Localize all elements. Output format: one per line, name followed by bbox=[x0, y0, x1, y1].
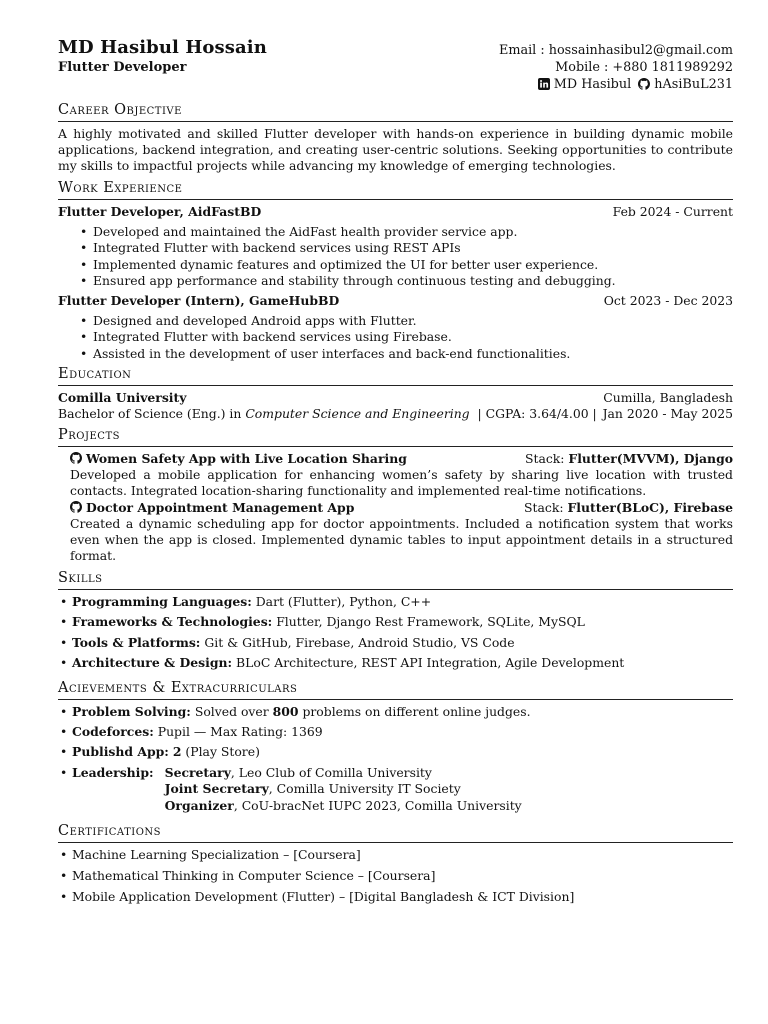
social-row bbox=[499, 76, 733, 93]
section-title: Education bbox=[58, 366, 733, 386]
cgpa: | CGPA: 3.64/4.00 | bbox=[477, 406, 597, 422]
achievement-label: • Leadership: bbox=[72, 764, 154, 780]
list-item bbox=[72, 594, 733, 614]
skill-value: BLoC Architecture, REST API Integration, Agile Development bbox=[236, 655, 625, 671]
work-section bbox=[58, 180, 733, 362]
achievement-label: Codeforces: bbox=[72, 724, 154, 740]
section-title: Career Objective bbox=[58, 102, 733, 122]
list-item: • Machine Learning Specialization – [Coursera] bbox=[72, 847, 733, 868]
leadership-role: Joint Secretary bbox=[164, 781, 269, 797]
list-item bbox=[72, 724, 733, 744]
job-title: Flutter Developer (Intern), GameHubBD bbox=[58, 293, 340, 309]
project-title bbox=[70, 451, 407, 467]
skill-label: Tools & Platforms: bbox=[72, 634, 201, 650]
list-item bbox=[72, 655, 733, 675]
school-name: Comilla University bbox=[58, 390, 187, 406]
linkedin-icon bbox=[538, 78, 550, 90]
candidate-name: MD Hasibul Hossain bbox=[58, 37, 267, 58]
list-item: • Designed and developed Android apps with Flutter. bbox=[93, 313, 733, 329]
project-item bbox=[58, 451, 733, 499]
list-item: • Developed and maintained the AidFast health provider service app. bbox=[93, 224, 733, 240]
list-item: • Implemented dynamic features and optimized the UI for better user experience. bbox=[93, 257, 733, 273]
job-header bbox=[58, 293, 733, 309]
leadership-role: Organizer bbox=[164, 797, 234, 813]
career-section bbox=[58, 102, 733, 174]
achievements-list bbox=[58, 704, 733, 819]
mobile-label: Mobile : bbox=[555, 60, 609, 75]
list-item: • Integrated Flutter with backend services using REST APIs bbox=[93, 240, 733, 256]
project-item bbox=[58, 500, 733, 564]
section-title: Certifications bbox=[58, 823, 733, 843]
project-header bbox=[70, 451, 733, 467]
project-stack bbox=[524, 500, 733, 516]
list-item bbox=[72, 635, 733, 655]
education-section bbox=[58, 366, 733, 422]
stack-value: Flutter(MVVM), Django bbox=[568, 451, 733, 467]
leadership-items bbox=[165, 765, 522, 815]
list-item: • Mobile Application Development (Flutter) – [Digital Bangladesh & ICT Division] bbox=[72, 889, 733, 910]
github-icon[interactable] bbox=[70, 501, 82, 513]
section-title: Acievements & Extracurriculars bbox=[58, 680, 733, 700]
list-item: • Integrated Flutter with backend services using Firebase. bbox=[93, 329, 733, 345]
degree bbox=[58, 406, 597, 422]
skill-label: Programming Languages: bbox=[72, 594, 252, 610]
section-title: Skills bbox=[58, 570, 733, 590]
education-row bbox=[58, 390, 733, 406]
degree-row bbox=[58, 406, 733, 422]
list-item: • Assisted in the development of user interfaces and back-end functionalities. bbox=[93, 346, 733, 362]
list-item bbox=[72, 765, 733, 819]
github-icon bbox=[638, 78, 650, 90]
leadership-org: , Comilla University IT Society bbox=[268, 781, 461, 797]
leadership-block bbox=[72, 765, 733, 815]
stack-value: Flutter(BLoC), Firebase bbox=[567, 500, 733, 516]
achievement-text: Pupil — Max Rating: 1369 bbox=[157, 724, 323, 740]
candidate-role: Flutter Developer bbox=[58, 60, 187, 75]
github-icon[interactable] bbox=[70, 452, 82, 464]
career-objective-text: A highly motivated and skilled Flutter developer with hands-on experience in building dynamic mobile applications, backend integration, and creating user-centric solutions. Seeking opportunities to contribute my skills to impactful projects while advancing my knowledge of emerging technologies. bbox=[58, 126, 733, 173]
job-date: Oct 2023 - Dec 2023 bbox=[603, 293, 733, 309]
project-stack bbox=[525, 451, 733, 467]
list-item bbox=[72, 744, 733, 764]
list-item bbox=[72, 704, 733, 724]
skill-label: Frameworks & Technologies: bbox=[72, 614, 273, 630]
degree-major: Computer Science and Engineering bbox=[245, 406, 470, 422]
certifications-list bbox=[58, 847, 733, 910]
github-link[interactable]: hAsiBuL231 bbox=[654, 77, 733, 92]
job-bullets bbox=[58, 313, 733, 362]
email-label: Email : bbox=[498, 43, 545, 58]
project-name: Women Safety App with Live Location Sharing bbox=[86, 451, 407, 467]
list-item: • Ensured app performance and stability through continuous testing and debugging. bbox=[93, 273, 733, 289]
achievement-text: Solved over bbox=[194, 703, 269, 719]
linkedin-link[interactable]: MD Hasibul bbox=[553, 77, 632, 92]
job-title: Flutter Developer, AidFastBD bbox=[58, 204, 262, 219]
app-count: 2 bbox=[172, 744, 182, 760]
project-title bbox=[70, 500, 354, 516]
stack-label: Stack: bbox=[524, 451, 565, 467]
skill-label: Architecture & Design: bbox=[72, 655, 233, 671]
leadership-org: , CoU-bracNet IUPC 2023, Comilla University bbox=[233, 797, 522, 813]
leadership-item bbox=[165, 765, 522, 782]
leadership-role: Secretary bbox=[164, 764, 231, 780]
leadership-item bbox=[165, 798, 522, 815]
achievement-label: Publishd App: bbox=[72, 744, 169, 760]
job-header bbox=[58, 204, 733, 220]
skills-list bbox=[58, 594, 733, 676]
mobile-row bbox=[499, 59, 733, 76]
achievement-label: Problem Solving: bbox=[72, 703, 191, 719]
contact-block bbox=[499, 42, 733, 93]
job-bullets bbox=[58, 224, 733, 289]
leadership-item bbox=[165, 781, 522, 798]
project-header bbox=[70, 500, 733, 516]
project-name: Doctor Appointment Management App bbox=[86, 500, 355, 516]
section-title: Work Experience bbox=[58, 180, 733, 200]
resume-header bbox=[58, 38, 733, 100]
section-title: Projects bbox=[58, 427, 733, 447]
leadership-org: , Leo Club of Comilla University bbox=[230, 764, 432, 780]
school-location: Cumilla, Bangladesh bbox=[603, 390, 733, 406]
projects-section bbox=[58, 427, 733, 564]
degree-prefix: Bachelor of Science (Eng.) in bbox=[58, 406, 242, 422]
education-dates: Jan 2020 - May 2025 bbox=[602, 406, 733, 422]
mobile-number[interactable]: +880 1811989292 bbox=[612, 60, 733, 75]
certifications-section bbox=[58, 823, 733, 910]
problem-count: 800 bbox=[272, 703, 299, 719]
skill-value: Git & GitHub, Firebase, Android Studio, VS Code bbox=[204, 634, 515, 650]
job-date: Feb 2024 - Current bbox=[612, 204, 733, 219]
email-link[interactable]: hossainhasibul2@gmail.com bbox=[548, 43, 733, 58]
email-row bbox=[499, 42, 733, 59]
skill-value: Flutter, Django Rest Framework, SQLite, MySQL bbox=[276, 614, 585, 630]
stack-label: Stack: bbox=[524, 500, 564, 516]
list-item: • Mathematical Thinking in Computer Science – [Coursera] bbox=[72, 868, 733, 889]
skill-value: Dart (Flutter), Python, C++ bbox=[255, 594, 432, 610]
list-item bbox=[72, 614, 733, 634]
project-description: Developed a mobile application for enhancing women’s safety by sharing live location with trusted contacts. Integrated location-sharing functionality and implemented real-time notifications. bbox=[70, 467, 733, 499]
achievements-section bbox=[58, 680, 733, 819]
project-description: Created a dynamic scheduling app for doctor appointments. Included a notification system that works even when the app is closed. Implemented dynamic tables to input appointment details in a structured format. bbox=[70, 516, 733, 564]
achievement-text: problems on different online judges. bbox=[302, 703, 531, 719]
skills-section bbox=[58, 570, 733, 676]
achievement-text: (Play Store) bbox=[185, 744, 260, 760]
resume-page bbox=[58, 38, 733, 910]
